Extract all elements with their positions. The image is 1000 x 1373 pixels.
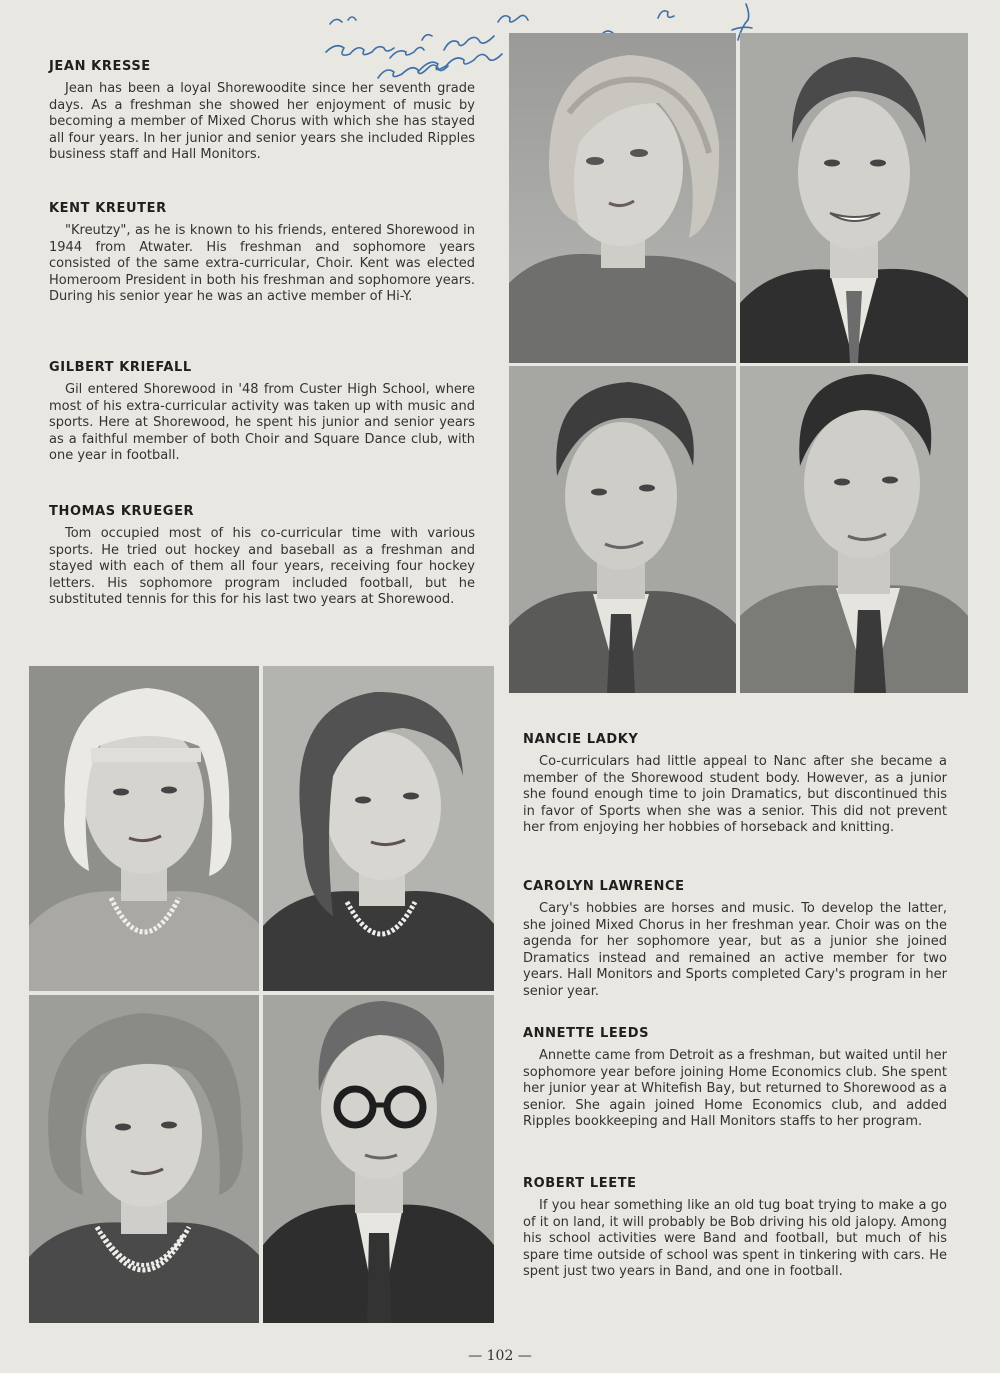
portrait-photo-gilbert-kriefall — [509, 366, 736, 693]
bio-nancie-ladky — [523, 732, 947, 837]
bio-carolyn-lawrence — [523, 879, 947, 1001]
student-name: NANCIE LADKY — [523, 732, 639, 747]
student-bio: Gil entered Shorewood in '48 from Custer High School, where most of his extra-curricular activity was taken up with music and sports. Here at Shorewood, he spent his junior and senior years as a faithful member of both Choir and Square Dance club, with one year in football. — [49, 382, 475, 464]
student-bio: Jean has been a loyal Shorewoodite since her seventh grade days. As a freshman she showed her enjoyment of music by becoming a member of Mixed Chorus with which she has stayed all four years. In her junior and senior years she included Ripples business staff and Hall Monitors. — [49, 81, 475, 163]
portrait-photo-thomas-krueger — [740, 366, 968, 693]
student-bio: If you hear something like an old tug boat trying to make a go of it on land, it will probably be Bob driving his old jalopy. Among his school activities were Band and football, but much of his spare time outside of school was spent in tinkering with cars. He spent just two years in Band, and one in football. — [523, 1198, 947, 1280]
page-number: — 102 — — [468, 1348, 532, 1364]
student-bio: "Kreutzy", as he is known to his friends, entered Shorewood in 1944 from Atwater. His freshman and sophomore years consisted of the same extra-curricular, Choir. Kent was elected Homeroom President in both his freshman and sophomore years. During his senior year he was an active member of Hi-Y. — [49, 223, 475, 305]
student-name: JEAN KRESSE — [49, 59, 151, 74]
student-name: ANNETTE LEEDS — [523, 1026, 650, 1041]
portrait-photo-kent-kreuter — [740, 33, 968, 363]
student-bio: Cary's hobbies are horses and music. To develop the latter, she joined Mixed Chorus in her freshman year. Choir was on the agenda for her sophomore year, but as a junior she joined Dramatics instead and remained an active member for two years. Hall Monitors and Sports completed Cary's program in her senior year. — [523, 901, 947, 999]
portrait-photo-jean-kresse — [509, 33, 736, 363]
portrait-photo-nancie-ladky — [29, 666, 259, 991]
portrait-photo-robert-leete — [263, 995, 494, 1323]
student-name: KENT KREUTER — [49, 201, 167, 216]
student-name: THOMAS KRUEGER — [49, 504, 195, 519]
bio-robert-leete — [523, 1176, 947, 1281]
student-bio: Co-curriculars had little appeal to Nanc after she became a member of the Shorewood student body. However, as a junior she found enough time to join Dramatics, but discontinued this in favor of Sports when she was a senior. This did not prevent her from enjoying her hobbies of horseback and knitting. — [523, 754, 947, 836]
portrait-photo-annette-leeds — [29, 995, 259, 1323]
student-name: CAROLYN LAWRENCE — [523, 879, 685, 894]
student-name: GILBERT KRIEFALL — [49, 360, 192, 375]
bio-annette-leeds — [523, 1026, 947, 1131]
bio-gilbert-kriefall — [49, 360, 475, 465]
bio-jean-kresse — [49, 59, 475, 164]
student-name: ROBERT LEETE — [523, 1176, 637, 1191]
student-bio: Annette came from Detroit as a freshman, but waited until her sophomore year before joining Home Economics club. She spent her junior year at Whitefish Bay, but returned to Shorewood as a senior. She again joined Home Economics club, and added Ripples bookkeeping and Hall Monitors staffs to her program. — [523, 1048, 947, 1130]
bio-kent-kreuter — [49, 201, 475, 306]
portrait-photo-carolyn-lawrence — [263, 666, 494, 991]
bio-thomas-krueger — [49, 504, 475, 609]
student-bio: Tom occupied most of his co-curricular time with various sports. He tried out hockey and baseball as a freshman and stayed with each of them all four years, receiving four hockey letters. His sophomore program included football, but he substituted tennis for this for his last two years at Shorewood. — [49, 526, 475, 608]
